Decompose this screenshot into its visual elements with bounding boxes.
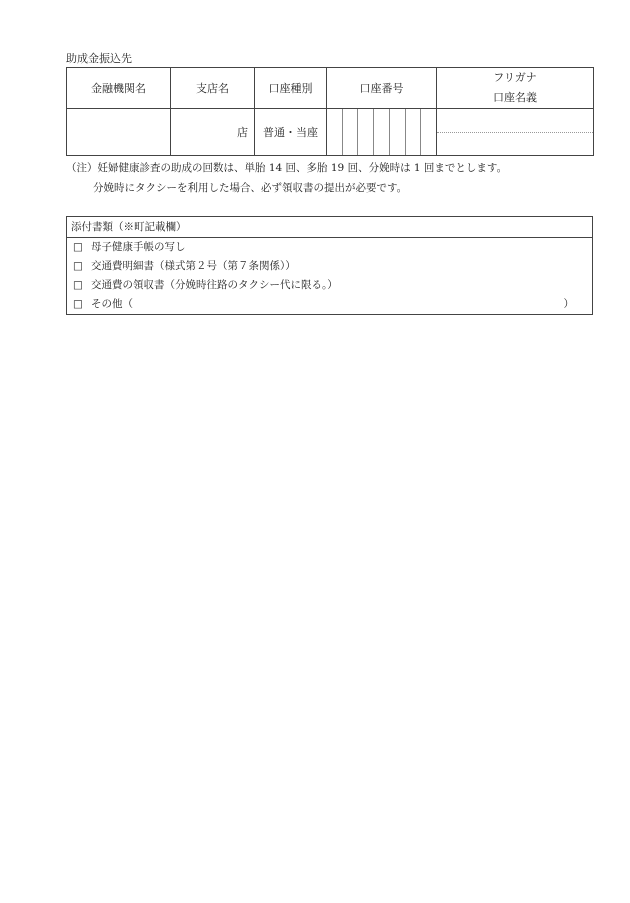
bank-transfer-table — [66, 67, 594, 156]
bank-table-input-row — [67, 109, 594, 156]
checkbox-icon[interactable]: □ — [73, 298, 83, 310]
section-title: 助成金振込先 — [66, 52, 132, 65]
note-line-1: （注）妊婦健康診査の助成の回数は、単胎 14 回、多胎 19 回、分娩時は 1 回までとします。 — [66, 162, 508, 174]
account-type-field[interactable] — [255, 109, 327, 156]
attachment-item[interactable] — [67, 276, 592, 295]
account-digit-box[interactable] — [327, 109, 342, 155]
bank-name-field[interactable] — [67, 109, 171, 156]
attachment-label: 母子健康手帳の写し — [91, 241, 186, 253]
account-number-field — [327, 109, 437, 156]
holder-name-input[interactable] — [437, 133, 593, 156]
account-digit-box[interactable] — [420, 109, 436, 155]
attachment-label: 交通費明細書（様式第２号（第７条関係）） — [91, 260, 296, 272]
attachment-item-other[interactable] — [67, 295, 592, 314]
attachment-item[interactable] — [67, 257, 592, 276]
header-account-holder — [437, 68, 594, 109]
attachment-label: その他（ — [91, 298, 133, 310]
bank-table-header-row — [67, 68, 594, 109]
account-digit-box[interactable] — [389, 109, 405, 155]
attachments-header: 添付書類（※町記載欄） — [67, 217, 592, 238]
account-digit-box[interactable] — [357, 109, 373, 155]
note-block — [66, 158, 507, 198]
account-digit-box[interactable] — [405, 109, 421, 155]
header-holder-name: 口座名義 — [493, 91, 537, 104]
checkbox-icon[interactable]: □ — [73, 260, 83, 272]
furigana-input[interactable] — [437, 109, 593, 133]
header-bank-name: 金融機関名 — [67, 68, 171, 109]
header-furigana: フリガナ — [493, 71, 537, 84]
account-digit-box[interactable] — [373, 109, 389, 155]
header-account-type: 口座種別 — [255, 68, 327, 109]
header-branch-name: 支店名 — [171, 68, 255, 109]
note-line-2: 分娩時にタクシーを利用した場合、必ず領収書の提出が必要です。 — [93, 182, 408, 194]
attachment-item[interactable] — [67, 238, 592, 257]
branch-suffix: 店 — [237, 126, 248, 139]
account-digit-box[interactable] — [342, 109, 358, 155]
account-type-options: 普通・当座 — [263, 126, 318, 139]
account-holder-field — [437, 109, 594, 156]
checkbox-icon[interactable]: □ — [73, 279, 83, 291]
header-account-number: 口座番号 — [327, 68, 437, 109]
checkbox-icon[interactable]: □ — [73, 241, 83, 253]
branch-name-field[interactable] — [171, 109, 255, 156]
other-close-paren: ） — [563, 298, 574, 310]
attachment-label: 交通費の領収書（分娩時往路のタクシー代に限る。） — [91, 279, 338, 291]
attachments-box — [66, 216, 593, 315]
